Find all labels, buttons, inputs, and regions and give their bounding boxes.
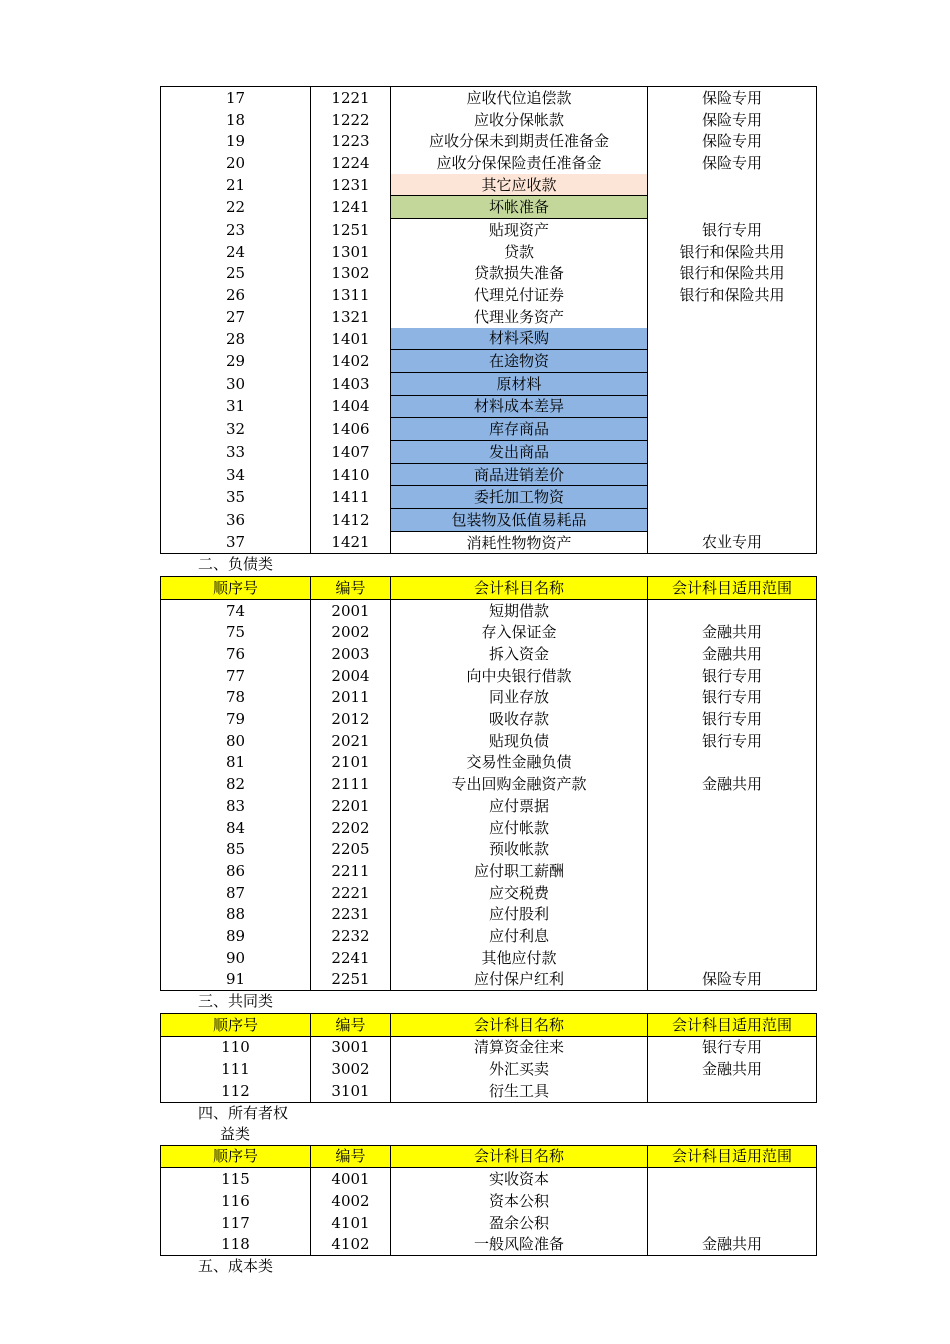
cell-name: 外汇买卖 (391, 1058, 648, 1080)
cell-name: 应收代位追偿款 (391, 87, 648, 109)
cell-name: 原材料 (391, 372, 648, 395)
cell-scope (648, 925, 817, 947)
cell-no: 78 (161, 687, 311, 709)
cell-scope: 银行专用 (648, 730, 817, 752)
cell-name: 专出回购金融资产款 (391, 773, 648, 795)
cell-name: 材料成本差异 (391, 395, 648, 418)
cell-no: 25 (161, 263, 311, 285)
table-row (161, 643, 817, 665)
cell-no: 82 (161, 773, 311, 795)
cell-name: 拆入资金 (391, 643, 648, 665)
cell-no: 77 (161, 665, 311, 687)
section-title-cost: 五、成本类 (198, 1257, 274, 1276)
cell-name: 贷款 (391, 241, 648, 263)
table-section-3 (160, 1013, 817, 1103)
table-header (161, 577, 817, 600)
cell-name: 发出商品 (391, 441, 648, 464)
cell-scope (648, 174, 817, 196)
cell-no: 33 (161, 441, 311, 464)
cell-code: 1412 (311, 509, 391, 532)
table-row (161, 882, 817, 904)
table-header (161, 1145, 817, 1168)
table-row (161, 708, 817, 730)
cell-name: 短期借款 (391, 599, 648, 621)
table-section-4 (160, 1145, 817, 1256)
cell-name: 应付职工薪酬 (391, 860, 648, 882)
cell-no: 27 (161, 306, 311, 328)
cell-scope (648, 838, 817, 860)
cell-no: 36 (161, 509, 311, 532)
cell-code: 1251 (311, 219, 391, 241)
cell-name: 实收资本 (391, 1168, 648, 1190)
cell-code: 1410 (311, 463, 391, 486)
cell-code: 3001 (311, 1036, 391, 1058)
cell-scope: 银行专用 (648, 708, 817, 730)
cell-name: 材料采购 (391, 328, 648, 350)
table-row (161, 817, 817, 839)
cell-name: 盈余公积 (391, 1212, 648, 1234)
cell-scope: 农业专用 (648, 531, 817, 554)
cell-no: 84 (161, 817, 311, 839)
cell-no: 34 (161, 463, 311, 486)
cell-code: 3101 (311, 1080, 391, 1102)
cell-name: 坏帐准备 (391, 196, 648, 219)
cell-scope: 保险专用 (648, 130, 817, 152)
header-code: 编号 (311, 1145, 391, 1168)
cell-code: 2205 (311, 838, 391, 860)
cell-code: 1221 (311, 87, 391, 109)
cell-no: 86 (161, 860, 311, 882)
cell-no: 22 (161, 196, 311, 219)
cell-name: 应付利息 (391, 925, 648, 947)
accounts-document (160, 86, 816, 1278)
cell-name: 交易性金融负债 (391, 752, 648, 774)
cell-scope (648, 509, 817, 532)
table-section-1 (160, 86, 817, 554)
cell-scope (648, 350, 817, 373)
cell-name: 一般风险准备 (391, 1233, 648, 1255)
cell-no: 76 (161, 643, 311, 665)
table-row (161, 773, 817, 795)
cell-scope (648, 882, 817, 904)
cell-no: 88 (161, 903, 311, 925)
cell-name: 贷款损失准备 (391, 263, 648, 285)
cell-no: 87 (161, 882, 311, 904)
table-row (161, 263, 817, 285)
cell-no: 111 (161, 1058, 311, 1080)
table-row (161, 795, 817, 817)
table-row (161, 860, 817, 882)
cell-scope: 保险专用 (648, 109, 817, 131)
header-scope: 会计科目适用范围 (648, 1145, 817, 1168)
table-row (161, 730, 817, 752)
cell-scope: 保险专用 (648, 87, 817, 109)
header-no: 顺序号 (161, 1145, 311, 1168)
cell-name: 清算资金往来 (391, 1036, 648, 1058)
cell-code: 1301 (311, 241, 391, 263)
cell-code: 1401 (311, 328, 391, 350)
cell-scope (648, 795, 817, 817)
table-row (161, 441, 817, 464)
cell-scope: 金融共用 (648, 773, 817, 795)
cell-code: 2021 (311, 730, 391, 752)
cell-scope (648, 599, 817, 621)
cell-scope (648, 1212, 817, 1234)
cell-code: 1411 (311, 486, 391, 509)
table-row (161, 486, 817, 509)
cell-code: 2011 (311, 687, 391, 709)
cell-code: 2241 (311, 947, 391, 969)
cell-name: 贴现负债 (391, 730, 648, 752)
cell-no: 90 (161, 947, 311, 969)
table-section-2 (160, 576, 817, 991)
cell-code: 4001 (311, 1168, 391, 1190)
table-header (161, 1013, 817, 1036)
cell-scope (648, 1168, 817, 1190)
cell-code: 2002 (311, 622, 391, 644)
cell-scope (648, 486, 817, 509)
table-row (161, 903, 817, 925)
cell-name: 委托加工物资 (391, 486, 648, 509)
cell-no: 29 (161, 350, 311, 373)
cell-no: 18 (161, 109, 311, 131)
header-no: 顺序号 (161, 1013, 311, 1036)
cell-code: 4101 (311, 1212, 391, 1234)
cell-no: 81 (161, 752, 311, 774)
cell-no: 21 (161, 174, 311, 196)
cell-code: 1302 (311, 263, 391, 285)
cell-code: 2251 (311, 969, 391, 991)
cell-code: 1403 (311, 372, 391, 395)
cell-no: 23 (161, 219, 311, 241)
cell-name: 应收分保未到期责任准备金 (391, 130, 648, 152)
cell-name: 其它应收款 (391, 174, 648, 196)
cell-no: 28 (161, 328, 311, 350)
table-row (161, 531, 817, 554)
section-title-equity (160, 1103, 816, 1145)
table-row (161, 395, 817, 418)
cell-name: 预收帐款 (391, 838, 648, 860)
cell-no: 31 (161, 395, 311, 418)
header-name: 会计科目名称 (391, 577, 648, 600)
table-row (161, 599, 817, 621)
cell-scope: 金融共用 (648, 622, 817, 644)
table-row (161, 241, 817, 263)
cell-no: 24 (161, 241, 311, 263)
table-row (161, 87, 817, 109)
cell-code: 2111 (311, 773, 391, 795)
cell-code: 2004 (311, 665, 391, 687)
table-row (161, 328, 817, 350)
cell-code: 1241 (311, 196, 391, 219)
table-row (161, 1080, 817, 1102)
cell-scope (648, 463, 817, 486)
cell-name: 商品进销差价 (391, 463, 648, 486)
table-row (161, 1233, 817, 1255)
cell-scope: 金融共用 (648, 1058, 817, 1080)
cell-code: 1222 (311, 109, 391, 131)
table-row (161, 219, 817, 241)
cell-name: 应付保户红利 (391, 969, 648, 991)
cell-name: 消耗性物物资产 (391, 531, 648, 554)
cell-name: 包装物及低值易耗品 (391, 509, 648, 532)
cell-name: 向中央银行借款 (391, 665, 648, 687)
cell-name: 代理业务资产 (391, 306, 648, 328)
table-row (161, 969, 817, 991)
cell-name: 在途物资 (391, 350, 648, 373)
cell-scope: 银行专用 (648, 219, 817, 241)
cell-scope (648, 752, 817, 774)
cell-name: 应付票据 (391, 795, 648, 817)
table-row (161, 752, 817, 774)
cell-scope (648, 196, 817, 219)
cell-scope (648, 395, 817, 418)
cell-scope (648, 1190, 817, 1212)
cell-name: 库存商品 (391, 418, 648, 441)
header-code: 编号 (311, 577, 391, 600)
cell-no: 117 (161, 1212, 311, 1234)
cell-name: 同业存放 (391, 687, 648, 709)
section-title-liabilities: 二、负债类 (198, 555, 274, 574)
cell-code: 1406 (311, 418, 391, 441)
cell-no: 26 (161, 284, 311, 306)
cell-name: 存入保证金 (391, 622, 648, 644)
cell-scope (648, 817, 817, 839)
cell-scope: 保险专用 (648, 152, 817, 174)
cell-code: 2202 (311, 817, 391, 839)
cell-no: 110 (161, 1036, 311, 1058)
section-title-common: 三、共同类 (198, 992, 274, 1011)
section-title-equity-line2: 益类 (220, 1124, 251, 1143)
cell-code: 2221 (311, 882, 391, 904)
header-scope: 会计科目适用范围 (648, 577, 817, 600)
table-row (161, 306, 817, 328)
cell-code: 1421 (311, 531, 391, 554)
cell-no: 74 (161, 599, 311, 621)
cell-name: 应付帐款 (391, 817, 648, 839)
table-row (161, 947, 817, 969)
cell-no: 91 (161, 969, 311, 991)
cell-no: 17 (161, 87, 311, 109)
cell-no: 116 (161, 1190, 311, 1212)
cell-code: 2231 (311, 903, 391, 925)
section-title-equity-line1: 四、所有者权 (198, 1103, 289, 1122)
header-name: 会计科目名称 (391, 1145, 648, 1168)
cell-no: 118 (161, 1233, 311, 1255)
cell-scope (648, 372, 817, 395)
header-name: 会计科目名称 (391, 1013, 648, 1036)
cell-name: 应收分保帐款 (391, 109, 648, 131)
cell-code: 2232 (311, 925, 391, 947)
cell-no: 30 (161, 372, 311, 395)
cell-code: 1311 (311, 284, 391, 306)
cell-code: 2211 (311, 860, 391, 882)
cell-no: 20 (161, 152, 311, 174)
cell-name: 衍生工具 (391, 1080, 648, 1102)
cell-scope (648, 947, 817, 969)
table-row (161, 1058, 817, 1080)
table-row (161, 687, 817, 709)
table-row (161, 665, 817, 687)
table-row (161, 463, 817, 486)
table-row (161, 1036, 817, 1058)
table-row (161, 284, 817, 306)
cell-scope: 银行和保险共用 (648, 263, 817, 285)
cell-code: 2201 (311, 795, 391, 817)
cell-no: 32 (161, 418, 311, 441)
cell-name: 应付股利 (391, 903, 648, 925)
cell-scope: 银行专用 (648, 665, 817, 687)
table-row (161, 1190, 817, 1212)
cell-scope: 金融共用 (648, 643, 817, 665)
cell-no: 37 (161, 531, 311, 554)
table-row (161, 372, 817, 395)
cell-scope (648, 441, 817, 464)
cell-code: 1223 (311, 130, 391, 152)
cell-name: 其他应付款 (391, 947, 648, 969)
cell-code: 1404 (311, 395, 391, 418)
cell-code: 1321 (311, 306, 391, 328)
table-row (161, 174, 817, 196)
cell-no: 80 (161, 730, 311, 752)
cell-scope (648, 418, 817, 441)
cell-no: 83 (161, 795, 311, 817)
cell-scope: 保险专用 (648, 969, 817, 991)
cell-code: 3002 (311, 1058, 391, 1080)
cell-scope: 银行和保险共用 (648, 284, 817, 306)
cell-no: 89 (161, 925, 311, 947)
cell-scope (648, 1080, 817, 1102)
cell-code: 1402 (311, 350, 391, 373)
table-row (161, 130, 817, 152)
table-row (161, 1168, 817, 1190)
cell-code: 1407 (311, 441, 391, 464)
cell-no: 79 (161, 708, 311, 730)
cell-code: 2001 (311, 599, 391, 621)
header-no: 顺序号 (161, 577, 311, 600)
table-row (161, 838, 817, 860)
header-code: 编号 (311, 1013, 391, 1036)
cell-no: 112 (161, 1080, 311, 1102)
table-row (161, 109, 817, 131)
cell-name: 应收分保保险责任准备金 (391, 152, 648, 174)
cell-no: 85 (161, 838, 311, 860)
cell-name: 贴现资产 (391, 219, 648, 241)
cell-code: 2101 (311, 752, 391, 774)
cell-scope (648, 306, 817, 328)
table-row (161, 196, 817, 219)
cell-no: 75 (161, 622, 311, 644)
cell-code: 4102 (311, 1233, 391, 1255)
cell-scope (648, 328, 817, 350)
table-row (161, 622, 817, 644)
table-row (161, 925, 817, 947)
cell-scope: 银行和保险共用 (648, 241, 817, 263)
cell-code: 1224 (311, 152, 391, 174)
cell-name: 吸收存款 (391, 708, 648, 730)
cell-scope: 银行专用 (648, 687, 817, 709)
cell-scope: 金融共用 (648, 1233, 817, 1255)
cell-scope (648, 860, 817, 882)
cell-no: 19 (161, 130, 311, 152)
cell-no: 35 (161, 486, 311, 509)
cell-scope (648, 903, 817, 925)
table-row (161, 1212, 817, 1234)
cell-scope: 银行专用 (648, 1036, 817, 1058)
cell-code: 4002 (311, 1190, 391, 1212)
cell-code: 2003 (311, 643, 391, 665)
table-row (161, 509, 817, 532)
table-row (161, 418, 817, 441)
cell-code: 1231 (311, 174, 391, 196)
cell-code: 2012 (311, 708, 391, 730)
table-row (161, 350, 817, 373)
cell-name: 资本公积 (391, 1190, 648, 1212)
cell-no: 115 (161, 1168, 311, 1190)
cell-name: 代理兑付证券 (391, 284, 648, 306)
cell-name: 应交税费 (391, 882, 648, 904)
table-row (161, 152, 817, 174)
header-scope: 会计科目适用范围 (648, 1013, 817, 1036)
